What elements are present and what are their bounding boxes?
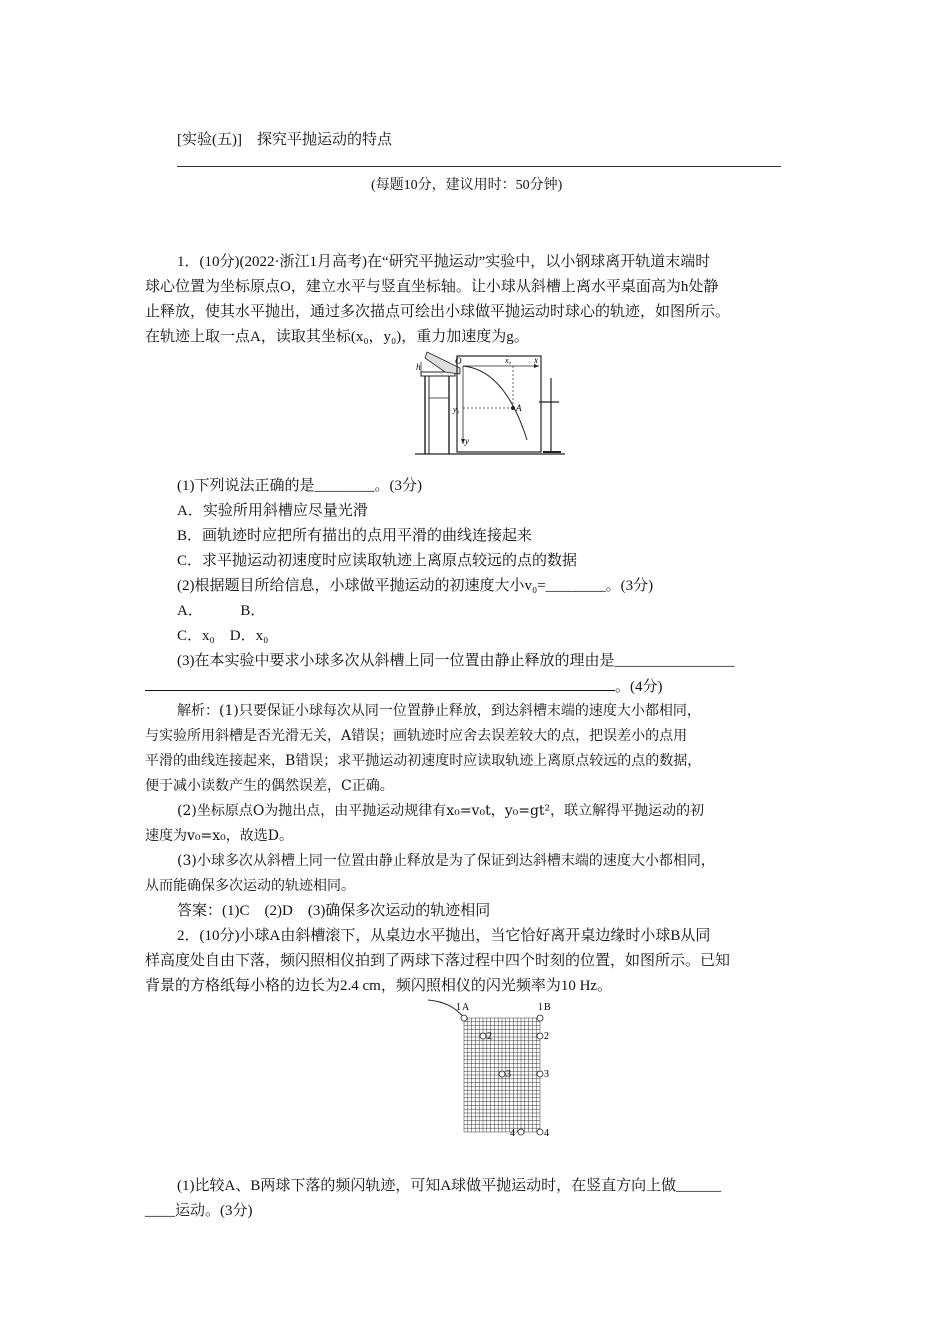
h-label: h xyxy=(416,362,421,372)
q1-part2-options-cd: C．x₀ D．x₀ xyxy=(177,628,269,644)
analysis-line: (3)小球多次从斜槽上同一位置由静止释放是为了保证到达斜槽末端的速度大小都相同， xyxy=(177,853,715,869)
y-axis-label: y xyxy=(465,436,469,446)
x-axis-label: x xyxy=(534,355,538,365)
label-1a: 1 xyxy=(456,1002,461,1013)
label-2a: 2 xyxy=(487,1031,492,1042)
q1-stem-line: 在轨迹上取一点A，读取其坐标(x₀，y₀)，重力加速度为g。 xyxy=(145,329,529,345)
q1-answer: 答案：(1)C (2)D (3)确保多次运动的轨迹相同 xyxy=(177,903,491,919)
q2-stem-line: 背景的方格纸每小格的边长为2.4 cm，频闪照相仪的闪光频率为10 Hz。 xyxy=(145,978,613,994)
q1-part1: (1)下列说法正确的是________。(3分) xyxy=(177,478,422,494)
q1-option-a: A．实验所用斜槽应尽量光滑 xyxy=(177,503,368,519)
analysis-line: 与实验所用斜槽是否光滑无关，A错误；画轨迹时应舍去误差较大的点，把误差小的点用 xyxy=(145,728,688,744)
q1-part2: (2)根据题目所给信息，小球做平抛运动的初速度大小v₀=________。(3分) xyxy=(177,578,654,594)
q2-part1: (1)比较A、B两球下落的频闪轨迹，可知A球做平抛运动时，在竖直方向上做______ xyxy=(177,1178,722,1194)
analysis-line: 便于减小读数产生的偶然误差，C正确。 xyxy=(145,778,394,794)
q2-stem-line: 样高度处自由下落，频闪照相仪拍到了两球下落过程中四个时刻的位置，如图所示。已知 xyxy=(145,953,731,969)
analysis-line: 解析：(1)只要保证小球每次从同一位置静止释放，到达斜槽末端的速度大小都相同， xyxy=(177,703,701,719)
page-title: [实验(五)] 探究平抛运动的特点 xyxy=(177,132,392,148)
origin-label: O xyxy=(455,356,462,366)
q2-part1-line2: ____运动。(3分) xyxy=(145,1203,253,1219)
q1-part3-line2 xyxy=(145,676,663,697)
y0-label: y₀ xyxy=(453,405,460,414)
analysis-line: 速度为v₀=x₀，故选D。 xyxy=(145,828,293,844)
x0-label: x₀ xyxy=(505,356,512,365)
analysis-line: 平滑的曲线连接起来，B错误；求平抛运动初速度时应读取轨迹上离原点较远的点的数据， xyxy=(145,753,702,769)
label-3a: 3 xyxy=(506,1069,511,1080)
label-A: A xyxy=(462,1002,470,1013)
point-A-label: A xyxy=(516,403,522,413)
label-2b: 2 xyxy=(544,1031,549,1042)
q2-stem-line: 2．(10分)小球A由斜槽滚下，从桌边水平抛出，当它恰好离开桌边缘时小球B从同 xyxy=(177,928,711,944)
label-B: B xyxy=(544,1002,551,1013)
label-4a: 4 xyxy=(510,1128,515,1139)
title-divider xyxy=(177,166,781,167)
q1-stem-line: 球心位置为坐标原点O，建立水平与竖直坐标轴。让小球从斜槽上离水平桌面高为h处静 xyxy=(145,279,719,295)
q1-figure xyxy=(415,348,575,458)
q1-stem-line: 止释放，使其水平抛出，通过多次描点可绘出小球做平抛运动时球心的轨迹，如图所示。 xyxy=(145,304,731,320)
time-note: (每题10分，建议用时：50分钟) xyxy=(371,178,563,193)
q1-option-c: C．求平抛运动初速度时应读取轨迹上离原点较远的点的数据 xyxy=(177,553,578,569)
q1-option-b: B．画轨迹时应把所有描出的点用平滑的曲线连接起来 xyxy=(177,528,533,544)
analysis-line: (2)坐标原点O为抛出点，由平抛运动规律有x₀=v₀t，y₀=gt²，联立解得平抛运动的初 xyxy=(177,803,705,819)
label-3b: 3 xyxy=(544,1069,549,1080)
q1-part3: (3)在本实验中要求小球多次从斜槽上同一位置由静止释放的理由是________________ xyxy=(177,653,735,669)
label-1b: 1 xyxy=(538,1002,543,1013)
q1-part3-end: 。(4分) xyxy=(615,679,663,695)
answer-blank xyxy=(145,676,615,691)
analysis-line: 从而能确保多次运动的轨迹相同。 xyxy=(145,878,355,894)
q2-figure xyxy=(422,996,562,1148)
q1-stem-line: 1．(10分)(2022·浙江1月高考)在“研究平抛运动”实验中，以小钢球离开轨道末端时 xyxy=(177,254,711,270)
label-4b: 4 xyxy=(544,1128,549,1139)
q1-part2-options-ab: A． B． xyxy=(177,603,266,619)
